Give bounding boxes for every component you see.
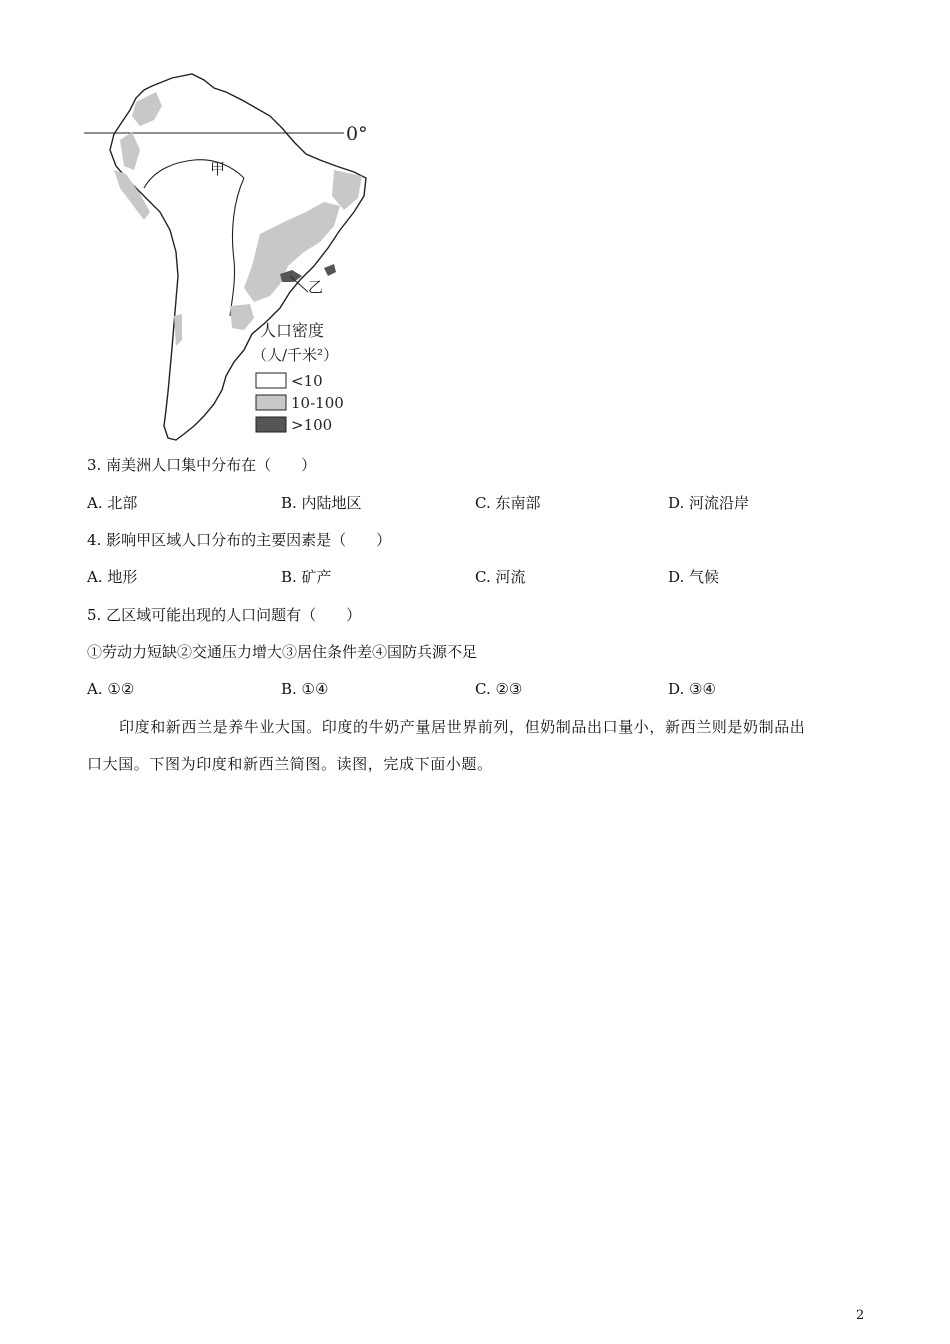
question-5-stem: 5. 乙区域可能出现的人口问题有（ ） xyxy=(87,606,362,624)
passage-line-1: 印度和新西兰是养牛业大国。印度的牛奶产量居世界前列，但奶制品出口量小，新西兰则是奶制品出 xyxy=(119,718,806,736)
legend-label-medium: 10-100 xyxy=(291,394,344,412)
question-3-option-b[interactable]: B. 内陆地区 xyxy=(281,494,362,512)
legend-swatch-low xyxy=(256,373,286,388)
question-5-items: ①劳动力短缺②交通压力增大③居住条件差④国防兵源不足 xyxy=(87,643,478,661)
south-america-population-map xyxy=(84,70,374,445)
question-5-option-d[interactable]: D. ③④ xyxy=(668,680,716,698)
legend-label-high: >100 xyxy=(291,416,333,434)
question-4-stem: 4. 影响甲区域人口分布的主要因素是（ ） xyxy=(87,531,392,549)
region-jia-label: 甲 xyxy=(210,160,226,178)
region-yi-label: 乙 xyxy=(308,278,324,296)
passage-line-2: 口大国。下图为印度和新西兰简图。读图，完成下面小题。 xyxy=(87,755,493,773)
legend-swatch-medium xyxy=(256,395,286,410)
legend-swatch-high xyxy=(256,417,286,432)
continent-outline xyxy=(110,74,366,440)
legend-unit: （人/千米²） xyxy=(252,346,339,364)
question-3-option-d[interactable]: D. 河流沿岸 xyxy=(668,494,750,512)
question-5-option-b[interactable]: B. ①④ xyxy=(281,680,329,698)
question-5-option-a[interactable]: A. ①② xyxy=(87,680,135,698)
question-3-option-a[interactable]: A. 北部 xyxy=(87,494,138,512)
question-4-option-d[interactable]: D. 气候 xyxy=(668,568,720,586)
density-zone-high-east xyxy=(324,264,336,276)
question-3-stem: 3. 南美洲人口集中分布在（ ） xyxy=(87,456,317,474)
question-3-option-c[interactable]: C. 东南部 xyxy=(475,494,541,512)
question-4-option-c[interactable]: C. 河流 xyxy=(475,568,526,586)
page-number: 2 xyxy=(856,1308,865,1323)
question-4-option-b[interactable]: B. 矿产 xyxy=(281,568,332,586)
legend-label-low: <10 xyxy=(291,372,323,390)
question-5-option-c[interactable]: C. ②③ xyxy=(475,680,523,698)
legend-title: 人口密度 xyxy=(260,321,325,340)
question-4-option-a[interactable]: A. 地形 xyxy=(87,568,138,586)
equator-label: 0° xyxy=(346,123,368,145)
